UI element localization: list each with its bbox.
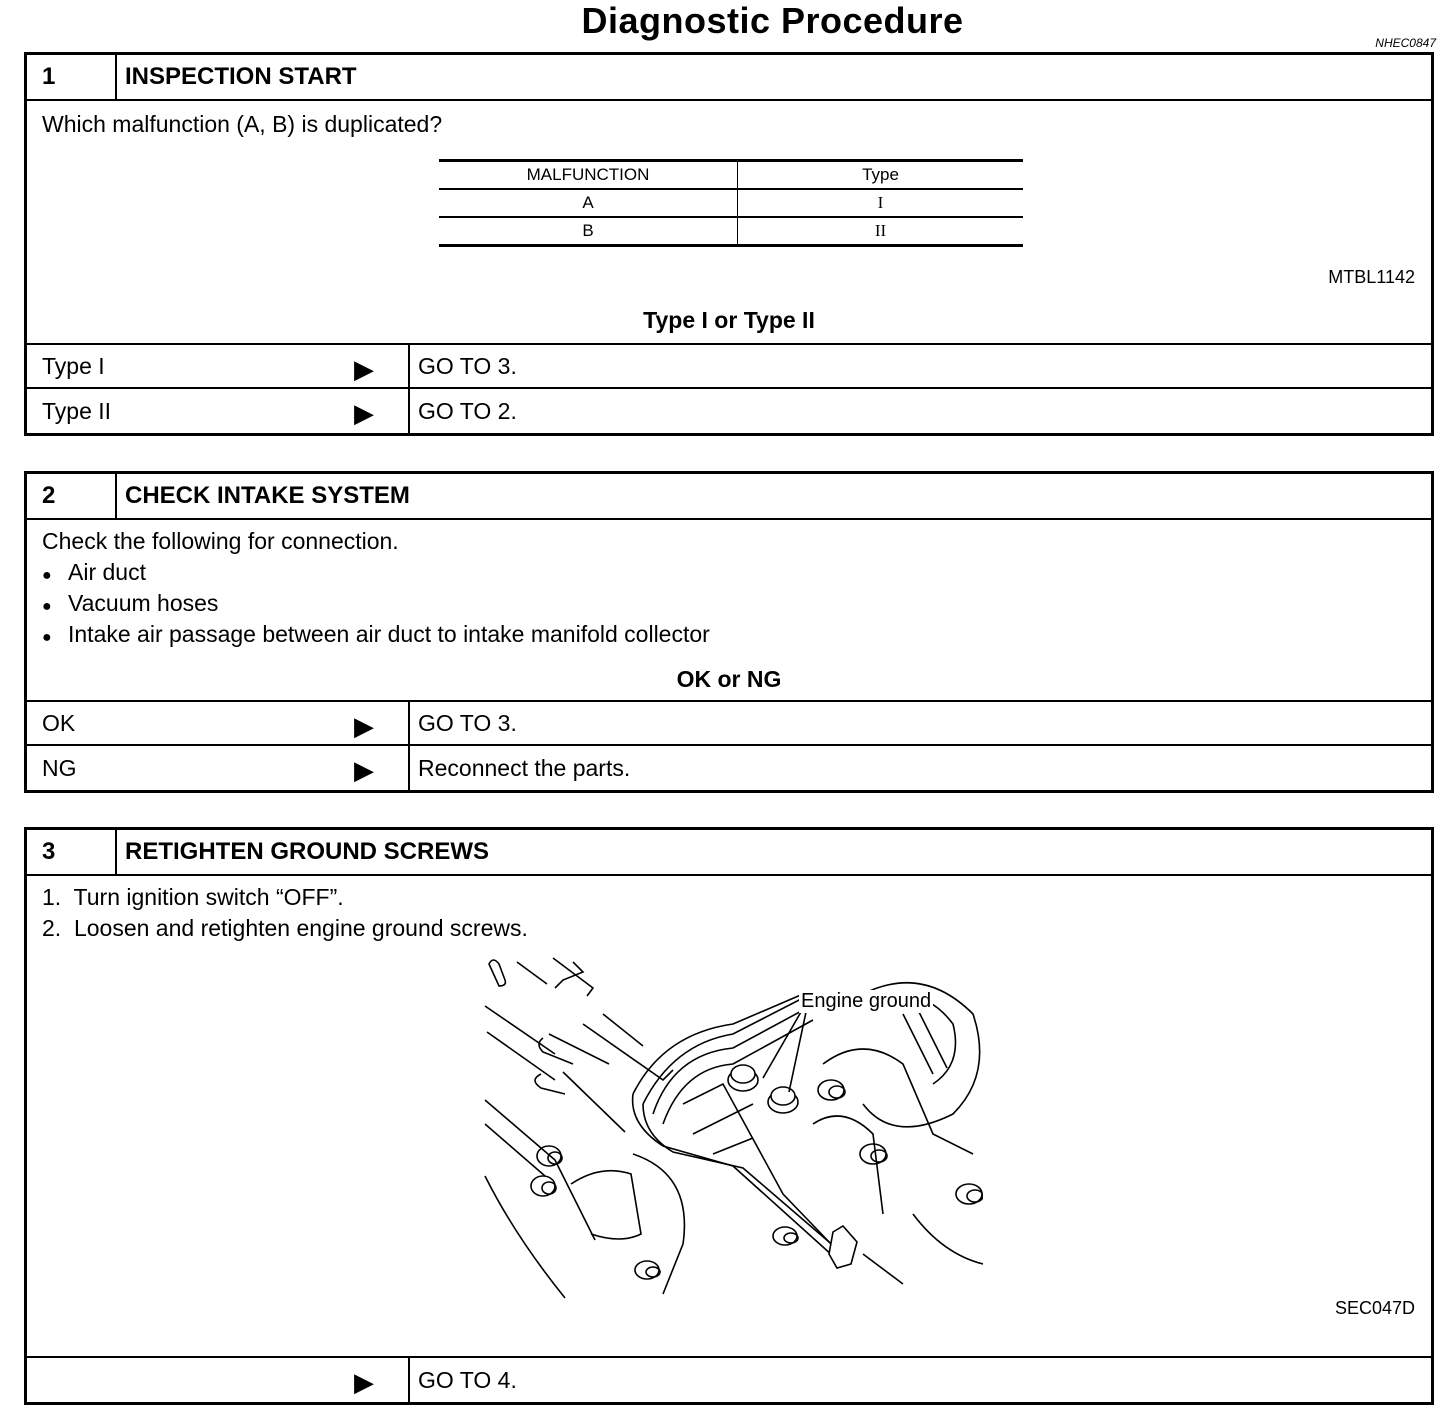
step-number: 3: [27, 830, 117, 874]
step-1-block: [24, 52, 1434, 436]
table-row: [439, 189, 1023, 217]
page-title: Diagnostic Procedure: [581, 0, 964, 41]
table-cell: II: [738, 217, 1024, 246]
step-number: 2: [27, 474, 117, 518]
decision-label: Type I or Type II: [643, 307, 815, 333]
arrow-right-icon: ▶: [354, 711, 374, 741]
result-label: Type I: [42, 352, 105, 379]
table-code: MTBL1142: [1328, 267, 1415, 287]
step-header: [27, 474, 1431, 520]
result-action: GO TO 3.: [418, 352, 517, 379]
result-row: [27, 746, 1431, 790]
step-number: 1: [27, 55, 117, 99]
result-row: [27, 389, 1431, 433]
step-header: [27, 55, 1431, 101]
step-body: [27, 101, 1431, 345]
step-title: INSPECTION START: [125, 63, 357, 90]
result-action: GO TO 2.: [418, 397, 517, 424]
procedure-step: 2. Loosen and retighten engine ground screws.: [42, 915, 528, 941]
arrow-right-icon: ▶: [354, 354, 374, 384]
table-cell: A: [439, 189, 738, 217]
step-header: [27, 830, 1431, 876]
figure-code: SEC047D: [1334, 1298, 1415, 1318]
result-label: NG: [42, 754, 77, 781]
step-body: [27, 876, 1431, 1358]
result-action: Reconnect the parts.: [418, 754, 631, 781]
table-cell: I: [738, 189, 1024, 217]
result-action: GO TO 4.: [418, 1366, 517, 1393]
result-row: [27, 345, 1431, 389]
step-title: CHECK INTAKE SYSTEM: [125, 482, 410, 509]
malfunction-table: [439, 159, 1023, 247]
arrow-right-icon: ▶: [354, 1367, 374, 1397]
step-2-block: [24, 471, 1434, 793]
arrow-right-icon: ▶: [354, 755, 374, 785]
result-label: OK: [42, 709, 76, 736]
step-intro: Check the following for connection.: [42, 528, 399, 554]
list-item: ● Air duct: [42, 557, 1416, 588]
table-header: MALFUNCTION: [439, 161, 738, 190]
result-action: GO TO 3.: [418, 709, 517, 736]
table-header: Type: [738, 161, 1024, 190]
figure-label: Engine ground: [801, 990, 932, 1012]
step-3-block: [24, 827, 1434, 1405]
bullet-icon: ●: [42, 598, 52, 615]
result-row: [27, 702, 1431, 746]
bullet-icon: ●: [42, 567, 52, 584]
decision-label: OK or NG: [676, 666, 782, 692]
arrow-right-icon: ▶: [354, 398, 374, 428]
table-row: [439, 217, 1023, 246]
result-row: [27, 1358, 1431, 1402]
step-body: [27, 520, 1431, 702]
list-item: ● Vacuum hoses: [42, 588, 1416, 619]
step-question: Which malfunction (A, B) is duplicated?: [42, 111, 443, 137]
procedure-step: 1. Turn ignition switch “OFF”.: [42, 884, 344, 910]
bullet-icon: ●: [42, 629, 52, 646]
table-cell: B: [439, 217, 738, 246]
document-code: NHEC0847: [1375, 36, 1436, 50]
step-title: RETIGHTEN GROUND SCREWS: [125, 838, 490, 865]
result-label: Type II: [42, 397, 112, 424]
list-item: ● Intake air passage between air duct to intake manifold collector: [42, 619, 1416, 650]
